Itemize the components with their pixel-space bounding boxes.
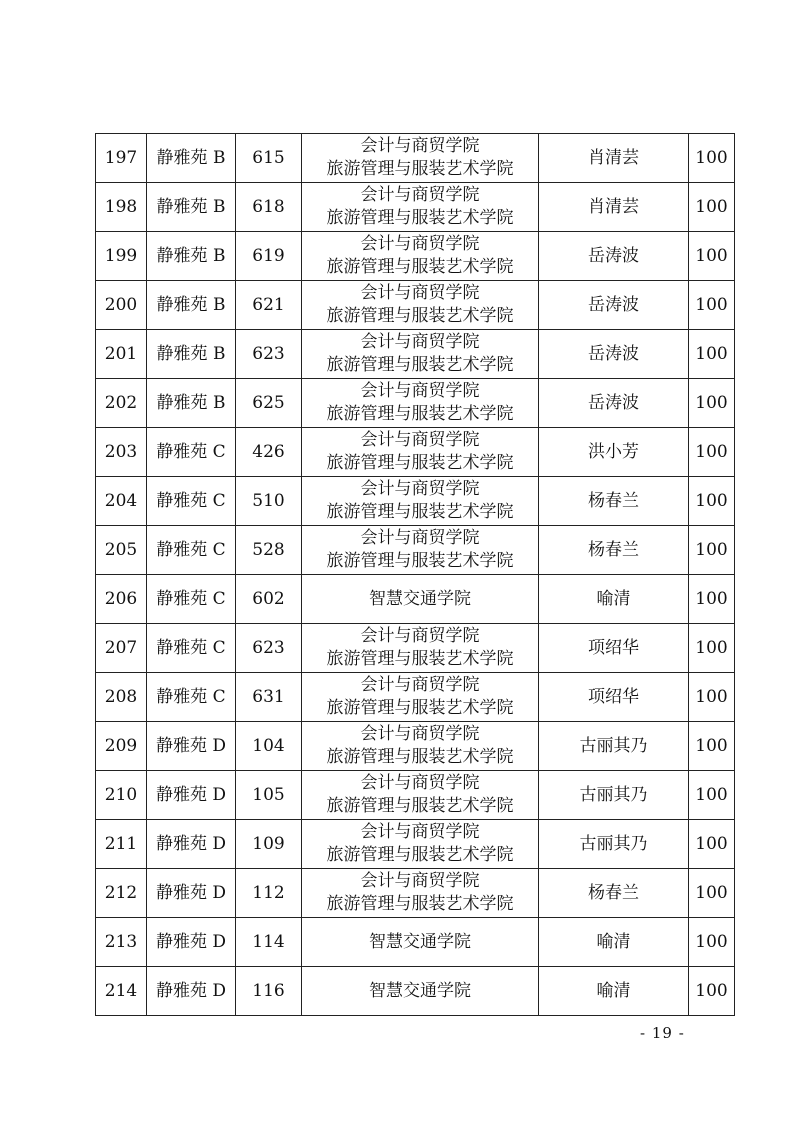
teacher-cell: 喻清 bbox=[539, 575, 689, 624]
college-name: 旅游管理与服装艺术学院 bbox=[326, 502, 514, 522]
room-cell: 631 bbox=[236, 673, 302, 722]
college-name: 会计与商贸学院 bbox=[360, 332, 480, 352]
score-cell: 100 bbox=[689, 673, 735, 722]
score-cell: 100 bbox=[689, 477, 735, 526]
college-cell bbox=[302, 869, 539, 918]
college-name: 会计与商贸学院 bbox=[360, 626, 480, 646]
college-cell bbox=[302, 183, 539, 232]
page-number: - 19 - bbox=[640, 1024, 685, 1042]
building-cell: 静雅苑 C bbox=[147, 575, 236, 624]
room-cell: 510 bbox=[236, 477, 302, 526]
college-cell bbox=[302, 967, 539, 1016]
college-name: 会计与商贸学院 bbox=[360, 136, 480, 156]
row-number-cell: 204 bbox=[96, 477, 147, 526]
college-name: 会计与商贸学院 bbox=[360, 528, 480, 548]
college-name: 会计与商贸学院 bbox=[360, 283, 480, 303]
college-name: 旅游管理与服装艺术学院 bbox=[326, 404, 514, 424]
building-cell: 静雅苑 D bbox=[147, 918, 236, 967]
table-row bbox=[96, 820, 735, 869]
score-cell: 100 bbox=[689, 232, 735, 281]
college-name: 会计与商贸学院 bbox=[360, 724, 480, 744]
building-cell: 静雅苑 B bbox=[147, 232, 236, 281]
room-cell: 104 bbox=[236, 722, 302, 771]
college-name: 旅游管理与服装艺术学院 bbox=[326, 845, 514, 865]
college-cell bbox=[302, 330, 539, 379]
college-name: 会计与商贸学院 bbox=[360, 381, 480, 401]
table-row bbox=[96, 428, 735, 477]
college-name: 会计与商贸学院 bbox=[360, 234, 480, 254]
teacher-cell: 项绍华 bbox=[539, 673, 689, 722]
score-cell: 100 bbox=[689, 967, 735, 1016]
table-row bbox=[96, 624, 735, 673]
score-cell: 100 bbox=[689, 379, 735, 428]
row-number-cell: 199 bbox=[96, 232, 147, 281]
teacher-cell: 喻清 bbox=[539, 918, 689, 967]
table-row bbox=[96, 526, 735, 575]
building-cell: 静雅苑 C bbox=[147, 624, 236, 673]
row-number-cell: 202 bbox=[96, 379, 147, 428]
table-row bbox=[96, 232, 735, 281]
score-cell: 100 bbox=[689, 575, 735, 624]
row-number-cell: 205 bbox=[96, 526, 147, 575]
table-row bbox=[96, 967, 735, 1016]
college-cell bbox=[302, 575, 539, 624]
room-cell: 112 bbox=[236, 869, 302, 918]
score-cell: 100 bbox=[689, 183, 735, 232]
room-cell: 621 bbox=[236, 281, 302, 330]
college-name: 旅游管理与服装艺术学院 bbox=[326, 159, 514, 179]
college-name: 旅游管理与服装艺术学院 bbox=[326, 355, 514, 375]
table-row bbox=[96, 869, 735, 918]
room-cell: 615 bbox=[236, 134, 302, 183]
score-cell: 100 bbox=[689, 428, 735, 477]
college-cell bbox=[302, 379, 539, 428]
college-cell bbox=[302, 526, 539, 575]
college-name: 旅游管理与服装艺术学院 bbox=[326, 551, 514, 571]
row-number-cell: 214 bbox=[96, 967, 147, 1016]
building-cell: 静雅苑 B bbox=[147, 134, 236, 183]
building-cell: 静雅苑 D bbox=[147, 820, 236, 869]
college-name: 旅游管理与服装艺术学院 bbox=[326, 747, 514, 767]
college-cell bbox=[302, 624, 539, 673]
college-name: 会计与商贸学院 bbox=[360, 185, 480, 205]
teacher-cell: 洪小芳 bbox=[539, 428, 689, 477]
row-number-cell: 203 bbox=[96, 428, 147, 477]
teacher-cell: 岳涛波 bbox=[539, 281, 689, 330]
row-number-cell: 212 bbox=[96, 869, 147, 918]
room-cell: 105 bbox=[236, 771, 302, 820]
college-cell bbox=[302, 771, 539, 820]
college-name: 旅游管理与服装艺术学院 bbox=[326, 306, 514, 326]
building-cell: 静雅苑 B bbox=[147, 330, 236, 379]
teacher-cell: 喻清 bbox=[539, 967, 689, 1016]
table-row bbox=[96, 575, 735, 624]
college-name: 智慧交通学院 bbox=[369, 931, 471, 952]
table-row bbox=[96, 722, 735, 771]
table-row bbox=[96, 477, 735, 526]
teacher-cell: 岳涛波 bbox=[539, 379, 689, 428]
row-number-cell: 201 bbox=[96, 330, 147, 379]
college-cell bbox=[302, 232, 539, 281]
building-cell: 静雅苑 B bbox=[147, 379, 236, 428]
table-row bbox=[96, 673, 735, 722]
room-cell: 528 bbox=[236, 526, 302, 575]
college-name: 旅游管理与服装艺术学院 bbox=[326, 257, 514, 277]
college-name: 会计与商贸学院 bbox=[360, 871, 480, 891]
college-name: 会计与商贸学院 bbox=[360, 675, 480, 695]
row-number-cell: 198 bbox=[96, 183, 147, 232]
row-number-cell: 206 bbox=[96, 575, 147, 624]
college-name: 旅游管理与服装艺术学院 bbox=[326, 698, 514, 718]
building-cell: 静雅苑 D bbox=[147, 771, 236, 820]
college-name: 会计与商贸学院 bbox=[360, 430, 480, 450]
college-name: 智慧交通学院 bbox=[369, 980, 471, 1001]
score-cell: 100 bbox=[689, 869, 735, 918]
college-cell bbox=[302, 918, 539, 967]
table-row bbox=[96, 134, 735, 183]
teacher-cell: 古丽其乃 bbox=[539, 820, 689, 869]
row-number-cell: 208 bbox=[96, 673, 147, 722]
score-cell: 100 bbox=[689, 134, 735, 183]
room-cell: 602 bbox=[236, 575, 302, 624]
college-name: 旅游管理与服装艺术学院 bbox=[326, 894, 514, 914]
row-number-cell: 209 bbox=[96, 722, 147, 771]
teacher-cell: 岳涛波 bbox=[539, 330, 689, 379]
college-name: 旅游管理与服装艺术学院 bbox=[326, 649, 514, 669]
college-name: 旅游管理与服装艺术学院 bbox=[326, 453, 514, 473]
score-cell: 100 bbox=[689, 722, 735, 771]
building-cell: 静雅苑 D bbox=[147, 722, 236, 771]
row-number-cell: 211 bbox=[96, 820, 147, 869]
row-number-cell: 207 bbox=[96, 624, 147, 673]
table-row bbox=[96, 183, 735, 232]
teacher-cell: 古丽其乃 bbox=[539, 722, 689, 771]
teacher-cell: 杨春兰 bbox=[539, 477, 689, 526]
room-cell: 426 bbox=[236, 428, 302, 477]
college-cell bbox=[302, 722, 539, 771]
table-row bbox=[96, 330, 735, 379]
teacher-cell: 肖清芸 bbox=[539, 134, 689, 183]
building-cell: 静雅苑 D bbox=[147, 967, 236, 1016]
table-body bbox=[96, 134, 735, 1016]
score-cell: 100 bbox=[689, 820, 735, 869]
row-number-cell: 210 bbox=[96, 771, 147, 820]
table-row bbox=[96, 918, 735, 967]
room-cell: 618 bbox=[236, 183, 302, 232]
college-cell bbox=[302, 428, 539, 477]
teacher-cell: 肖清芸 bbox=[539, 183, 689, 232]
building-cell: 静雅苑 D bbox=[147, 869, 236, 918]
building-cell: 静雅苑 B bbox=[147, 281, 236, 330]
score-cell: 100 bbox=[689, 330, 735, 379]
building-cell: 静雅苑 C bbox=[147, 428, 236, 477]
table-row bbox=[96, 771, 735, 820]
college-name: 会计与商贸学院 bbox=[360, 773, 480, 793]
score-cell: 100 bbox=[689, 281, 735, 330]
college-cell bbox=[302, 477, 539, 526]
teacher-cell: 古丽其乃 bbox=[539, 771, 689, 820]
score-cell: 100 bbox=[689, 624, 735, 673]
room-cell: 625 bbox=[236, 379, 302, 428]
teacher-cell: 杨春兰 bbox=[539, 526, 689, 575]
row-number-cell: 197 bbox=[96, 134, 147, 183]
college-cell bbox=[302, 820, 539, 869]
teacher-cell: 杨春兰 bbox=[539, 869, 689, 918]
table-row bbox=[96, 379, 735, 428]
score-cell: 100 bbox=[689, 771, 735, 820]
college-name: 会计与商贸学院 bbox=[360, 479, 480, 499]
teacher-cell: 岳涛波 bbox=[539, 232, 689, 281]
college-cell bbox=[302, 673, 539, 722]
building-cell: 静雅苑 C bbox=[147, 673, 236, 722]
college-name: 会计与商贸学院 bbox=[360, 822, 480, 842]
college-name: 智慧交通学院 bbox=[369, 588, 471, 609]
college-name: 旅游管理与服装艺术学院 bbox=[326, 208, 514, 228]
room-cell: 114 bbox=[236, 918, 302, 967]
building-cell: 静雅苑 C bbox=[147, 477, 236, 526]
building-cell: 静雅苑 B bbox=[147, 183, 236, 232]
room-cell: 116 bbox=[236, 967, 302, 1016]
building-cell: 静雅苑 C bbox=[147, 526, 236, 575]
room-cell: 623 bbox=[236, 330, 302, 379]
score-cell: 100 bbox=[689, 526, 735, 575]
table-row bbox=[96, 281, 735, 330]
college-name: 旅游管理与服装艺术学院 bbox=[326, 796, 514, 816]
room-cell: 619 bbox=[236, 232, 302, 281]
row-number-cell: 213 bbox=[96, 918, 147, 967]
row-number-cell: 200 bbox=[96, 281, 147, 330]
teacher-cell: 项绍华 bbox=[539, 624, 689, 673]
dormitory-table bbox=[95, 133, 735, 1016]
college-cell bbox=[302, 281, 539, 330]
college-cell bbox=[302, 134, 539, 183]
room-cell: 623 bbox=[236, 624, 302, 673]
room-cell: 109 bbox=[236, 820, 302, 869]
score-cell: 100 bbox=[689, 918, 735, 967]
